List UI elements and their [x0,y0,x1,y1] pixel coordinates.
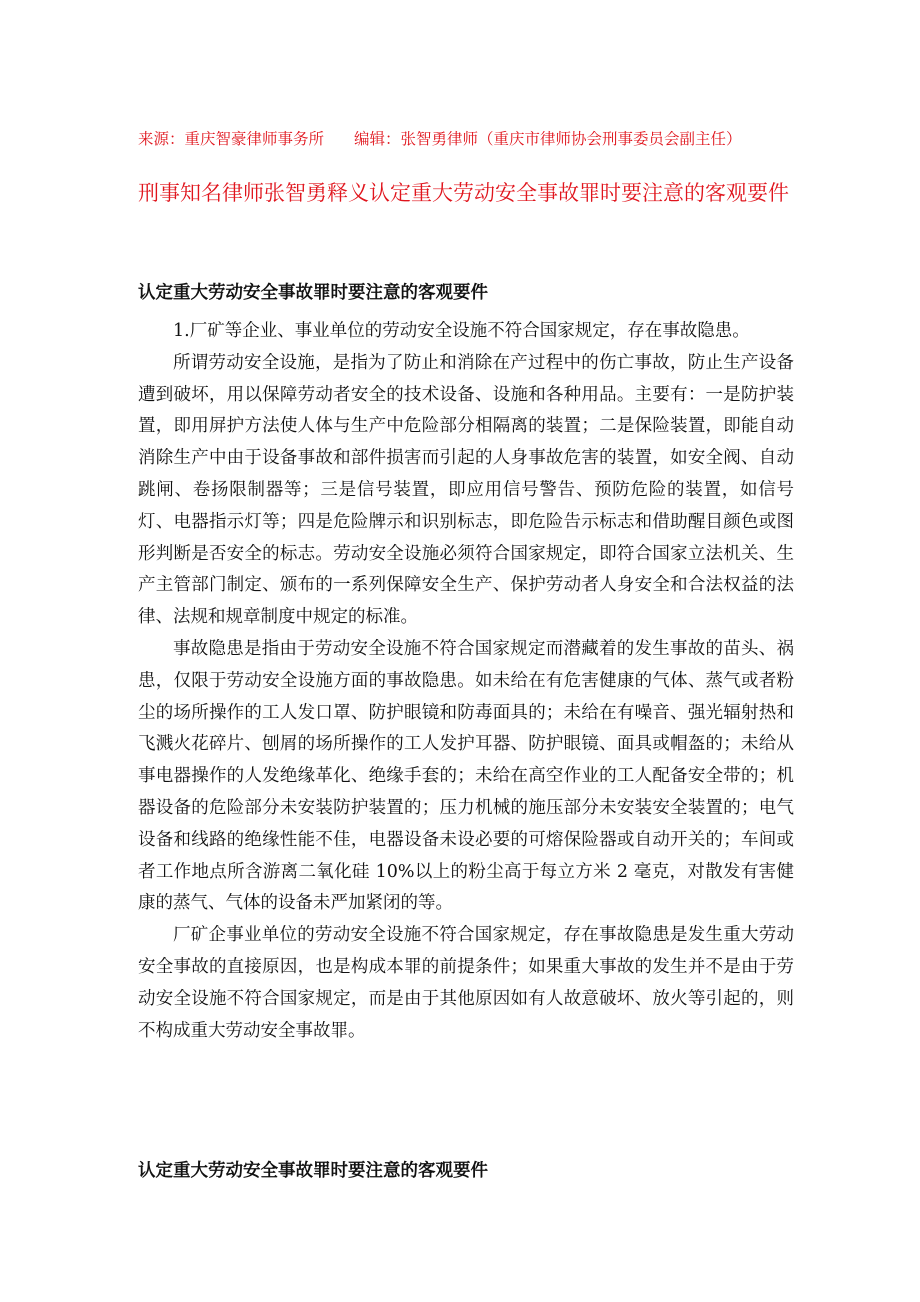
paragraph: 厂矿企事业单位的劳动安全设施不符合国家规定，存在事故隐患是发生重大劳动安全事故的直接原因，也是构成本罪的前提条件；如果重大事故的发生并不是由于劳动安全设施不符合国家规定，而是由于其他原因如有人故意破坏、放火等引起的，则不构成重大劳动安全事故罪。 [138,925,794,1041]
section-heading: 认定重大劳动安全事故罪时要注意的客观要件 [138,283,488,303]
paragraph: 事故隐患是指由于劳动安全设施不符合国家规定而潜藏着的发生事故的苗头、祸患，仅限于劳动安全设施方面的事故隐患。如未给在有危害健康的气体、蒸气或者粉尘的场所操作的工人发口罩、防护眼镜和防毒面具的；未给在有噪音、强光辐射热和飞溅火花碎片、刨屑的场所操作的工人发护耳器、防护眼镜、面具或帽盔的；未给从事电器操作的人发绝缘革化、绝缘手套的；未给在高空作业的工人配备安全带的；机器设备的危险部分未安装防护装置的；压力机械的施压部分未安装安全装置的；电气设备和线路的绝缘性能不佳，电器设备未设必要的可熔保险器或自动开关的；车间或者工作地点所含游离二氧化硅 10%以上的粉尘高于每立方米 2 毫克，对散发有害健康的蒸气、气体的设备未严加紧闭的等。 [138,638,794,914]
paragraph: 所谓劳动安全设施，是指为了防止和消除在产过程中的伤亡事故，防止生产设备遭到破坏，用以保障劳动者安全的技术设备、设施和各种用品。主要有：一是防护装置，即用屏护方法使人体与生产中危险部分相隔离的装置；二是保险装置，即能自动消除生产中由于设备事故和部件损害而引起的人身事故危害的装置，如安全阀、自动跳闸、卷扬限制器等；三是信号装置，即应用信号警告、预防危险的装置，如信号灯、电器指示灯等；四是危险牌示和识别标志，即危险告示标志和借助醒目颜色或图形判断是否安全的标志。劳动安全设施必须符合国家规定，即符合国家立法机关、生产主管部门制定、颁布的一系列保障安全生产、保护劳动者人身安全和合法权益的法律、法规和规章制度中规定的标准。 [138,352,794,628]
source-line [138,128,838,150]
paragraph: 1.厂矿等企业、事业单位的劳动安全设施不符合国家规定，存在事故隐患。 [173,321,750,341]
article-body [138,316,794,1047]
article-title: 刑事知名律师张智勇释义认定重大劳动安全事故罪时要注意的客观要件 [138,181,789,205]
source-text: 来源：重庆智豪律师事务所 [138,130,325,148]
section-heading-repeat: 认定重大劳动安全事故罪时要注意的客观要件 [138,1161,488,1181]
editor-text: 编辑：张智勇律师（重庆市律师协会刑事委员会副主任） [354,130,742,148]
